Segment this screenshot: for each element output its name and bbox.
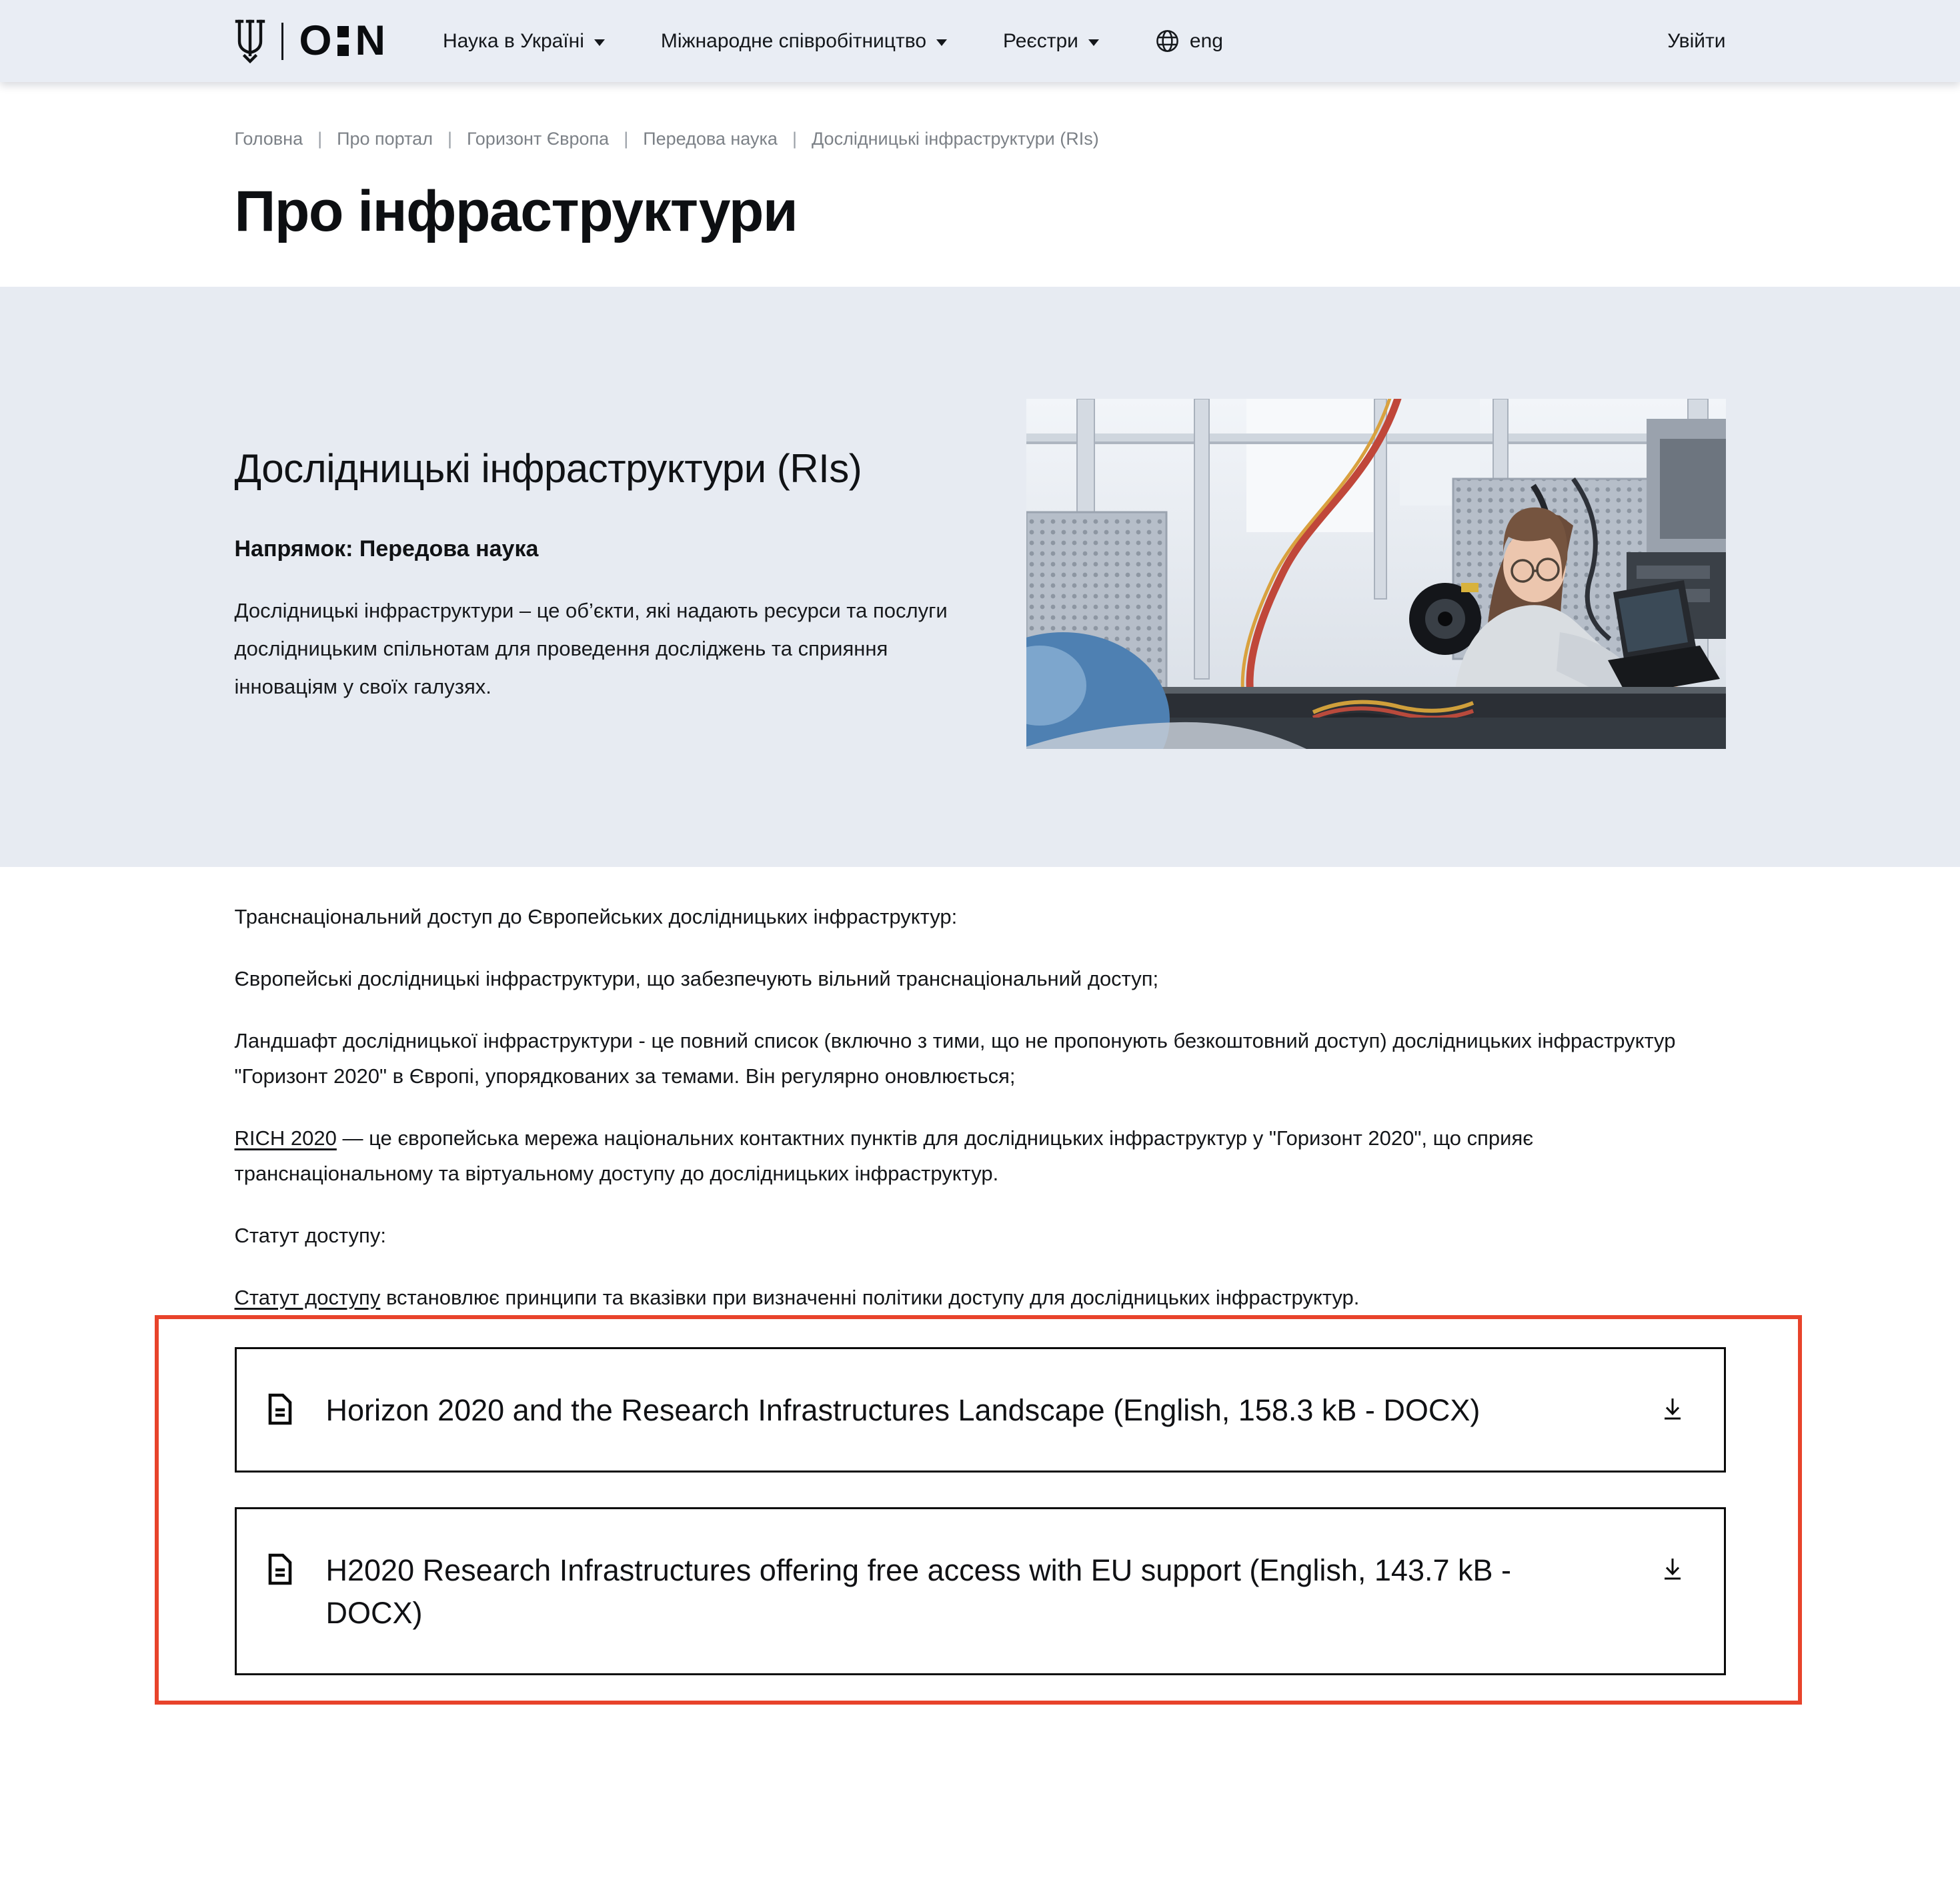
hero-text-column: [235, 443, 978, 706]
logo-wordmark: [299, 17, 385, 64]
download-icon[interactable]: [1659, 1555, 1687, 1583]
inline-link[interactable]: RICH 2020: [234, 1126, 337, 1150]
download-icon[interactable]: [1659, 1394, 1687, 1423]
text-segment: Ландшафт дослідницької інфраструктури - це повний список (включно з тими, що не пропонують безкоштовний доступ) дослідницьких інфраструктур "Горизонт 2020" в Європі, упорядкованих за темами. Він регулярно оновлюється;: [234, 1029, 1676, 1088]
document-icon: [267, 1393, 293, 1425]
text-segment: встановлює принципи та вказівки при визначенні політики доступу для дослідницьких інфраструктур.: [380, 1286, 1360, 1309]
text-segment: Статут доступу:: [234, 1224, 386, 1247]
body-paragraph: [235, 899, 1726, 934]
menu-item-label: Наука в Україні: [443, 29, 584, 52]
body-paragraph: [235, 1023, 1726, 1094]
logo-letter-n: N: [355, 17, 385, 64]
top-nav: [0, 0, 1960, 82]
globe-icon: [1155, 29, 1180, 53]
breadcrumb-link[interactable]: Про портал: [337, 129, 433, 149]
login-button[interactable]: Увійти: [1667, 29, 1726, 52]
menu-item-label: Реєстри: [1003, 29, 1078, 52]
site-logo[interactable]: [235, 19, 385, 63]
body-paragraph: [235, 1280, 1726, 1315]
body-paragraph: [235, 1218, 1726, 1253]
hero-section: [0, 287, 1960, 867]
breadcrumb-link[interactable]: Горизонт Європа: [466, 129, 610, 149]
hero-photo-lab-illustration: [1026, 399, 1726, 749]
download-file-label: Horizon 2020 and the Research Infrastructures Landscape (English, 158.3 kB - DOCX): [325, 1393, 1481, 1427]
menu-item-label: eng: [1189, 29, 1223, 52]
body-paragraph: [235, 961, 1726, 996]
menu-item-3[interactable]: [1003, 30, 1099, 53]
title-section: [0, 129, 1960, 287]
download-file-row[interactable]: [235, 1507, 1726, 1675]
logo-colon-squares: [337, 26, 349, 56]
hero-photo: [1026, 399, 1726, 749]
menu-item-2[interactable]: [661, 30, 947, 53]
page-title: Про інфраструктури: [234, 179, 798, 243]
body-paragraph: [235, 1120, 1726, 1191]
ukraine-trident-icon: [235, 19, 265, 63]
breadcrumb-separator: |: [447, 129, 452, 149]
breadcrumb-separator: |: [792, 129, 797, 149]
breadcrumb-separator: |: [624, 129, 629, 149]
breadcrumb: [235, 129, 1726, 149]
menu-item-1[interactable]: [443, 30, 605, 53]
download-file-label: H2020 Research Infrastructures offering free access with EU support (English, 143.7 kB - DOCX): [325, 1553, 1512, 1630]
content-section: [0, 867, 1960, 1705]
text-segment: Транснаціональний доступ до Європейських дослідницьких інфраструктур:: [234, 905, 958, 928]
hero-subtitle: Напрямок: Передова наука: [234, 536, 539, 562]
main-menu: [443, 29, 1223, 53]
body-paragraphs: [235, 899, 1726, 1315]
inline-link[interactable]: Статут доступу: [234, 1286, 381, 1309]
hero-title: Дослідницькі інфраструктури (RIs): [234, 445, 862, 491]
download-file-row[interactable]: [235, 1347, 1726, 1473]
breadcrumb-link[interactable]: Головна: [234, 129, 303, 149]
logo-letter-o: O: [299, 17, 331, 64]
breadcrumb-link[interactable]: Дослідницькі інфраструктури (RIs): [811, 129, 1099, 149]
hero-description: Дослідницькі інфраструктури – це об’єкти, які надають ресурси та послуги дослідницьким спільнотам для проведення досліджень та сприяння інноваціям у своїх галузях.: [234, 598, 948, 698]
chevron-down-icon: [1088, 39, 1099, 46]
language-switcher[interactable]: [1155, 29, 1223, 53]
text-segment: Європейські дослідницькі інфраструктури, що забезпечують вільний транснаціональний доступ;: [234, 967, 1159, 990]
chevron-down-icon: [936, 39, 947, 46]
downloads-section: [235, 1315, 1726, 1705]
chevron-down-icon: [594, 39, 605, 46]
breadcrumb-link[interactable]: Передова наука: [643, 129, 778, 149]
menu-item-label: Міжнародне співробітництво: [660, 29, 927, 52]
logo-divider: [281, 23, 283, 60]
breadcrumb-separator: |: [317, 129, 323, 149]
text-segment: — це європейська мережа національних контактних пунктів для дослідницьких інфраструктур у "Горизонт 2020", що сприяє транснаціональному та віртуальному доступу до дослідницьких інфраструктур.: [234, 1126, 1534, 1185]
document-icon: [267, 1553, 293, 1585]
